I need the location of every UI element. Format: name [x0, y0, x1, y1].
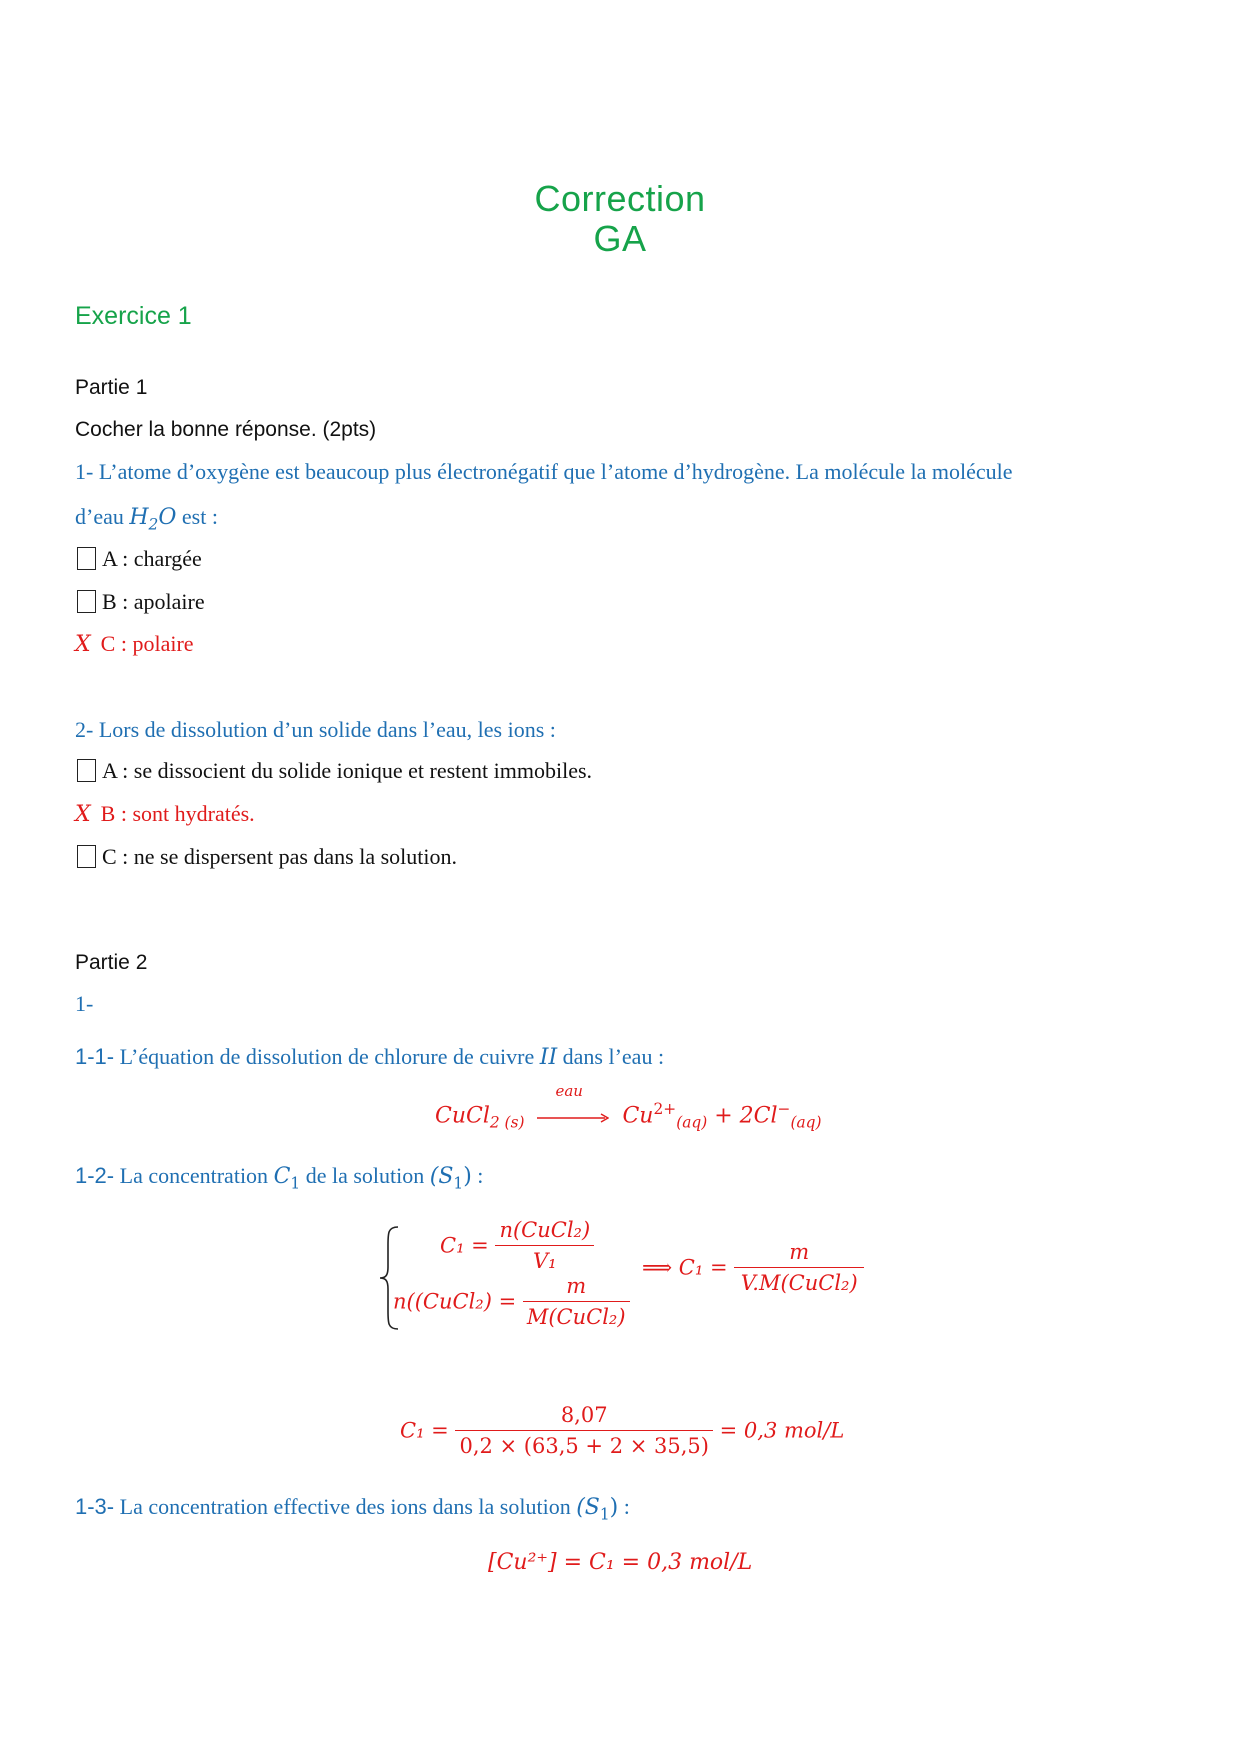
q2-option-c[interactable]: C : ne se dispersent pas dans la solution.	[77, 844, 457, 870]
effective-concentration: [Cu²⁺] = C₁ = 0,3 mol/L	[488, 1550, 753, 1575]
system-line1: C₁ = $\frac{\text{n(CuCl₂)}}{\text{V₁}}$	[440, 1218, 594, 1273]
checkbox-empty-icon[interactable]	[77, 547, 96, 570]
page-subtitle: GA	[593, 218, 647, 259]
q1-option-c[interactable]: X C : polaire	[75, 631, 194, 657]
q1-option-b[interactable]: B : apolaire	[77, 589, 205, 615]
fraction-numeric: $\frac{8,07}{0,2 \times (63,5 + 2 \times 35,5)}$	[455, 1403, 713, 1458]
q1-prefix: d’eau	[75, 504, 130, 529]
q11-label: 1-1-	[75, 1044, 115, 1069]
partie2-heading: Partie 2	[75, 951, 148, 974]
q1-suffix: est :	[176, 504, 218, 529]
q1-text-line2	[75, 504, 218, 533]
checkbox-empty-icon[interactable]	[77, 759, 96, 782]
reaction-arrow	[537, 1081, 609, 1129]
q1-text-line1: 1- L’atome d’oxygène est beaucoup plus électronégatif que l’atome d’hydrogène. La molécule la molécule	[75, 459, 1013, 484]
q13-text: 1-3- La concentration effective des ions dans la solution $(S_1)$ :	[75, 1494, 630, 1524]
fraction-m-over-M: $\frac{m}{\text{M(CuCl₂)}}$	[523, 1274, 630, 1329]
page-title: Correction	[534, 178, 706, 219]
water-formula: $H_2O$	[129, 505, 177, 534]
arrow-label: eau	[555, 1081, 583, 1100]
q12-text: 1-2- La concentration $C_1$ de la solution $(S_1)$ :	[75, 1163, 484, 1193]
partie1-instruction: Cocher la bonne réponse. (2pts)	[75, 418, 377, 441]
q2-option-a[interactable]: A : se dissocient du solide ionique et restent immobiles.	[77, 758, 592, 784]
check-mark-icon: X	[75, 632, 91, 657]
dissolution-equation: CuCl$_{2 (s)}$ eau $Cu^{2+}_{(aq)} + 2Cl^-_{(aq)}$	[435, 1081, 822, 1132]
q13-label: 1-3-	[75, 1494, 115, 1519]
result-formula: ⟹ C₁ = $\frac{m}{\text{V.M(CuCl₂)}}$	[642, 1240, 864, 1295]
exercise-heading: Exercice 1	[75, 302, 192, 330]
q2-text: 2- Lors de dissolution d’un solide dans l’eau, les ions :	[75, 717, 556, 742]
fraction-n-over-v: $\frac{\text{n(CuCl₂)}}{\text{V₁}}$	[495, 1218, 594, 1273]
calculation: C₁ = $\frac{8,07}{0,2 \times (63,5 + 2 \times 35,5)}$ = 0,3 mol/L	[400, 1403, 845, 1458]
checkbox-empty-icon[interactable]	[77, 590, 96, 613]
checkbox-empty-icon[interactable]	[77, 845, 96, 868]
system-line2: n((CuCl₂) = $\frac{m}{\text{M(CuCl₂)}}$	[393, 1274, 630, 1329]
right-arrow-icon	[537, 1113, 609, 1123]
partie1-heading: Partie 1	[75, 376, 148, 399]
q2-option-b[interactable]: X B : sont hydratés.	[75, 801, 255, 827]
q1-option-a[interactable]: A : chargée	[77, 546, 202, 572]
q11-text: 1-1- L’équation de dissolution de chlorure de cuivre II dans l’eau :	[75, 1044, 665, 1070]
partie2-item1: 1-	[75, 991, 94, 1016]
q12-label: 1-2-	[75, 1163, 115, 1188]
fraction-result: $\frac{m}{\text{V.M(CuCl₂)}}$	[734, 1240, 864, 1295]
check-mark-icon: X	[75, 802, 91, 827]
